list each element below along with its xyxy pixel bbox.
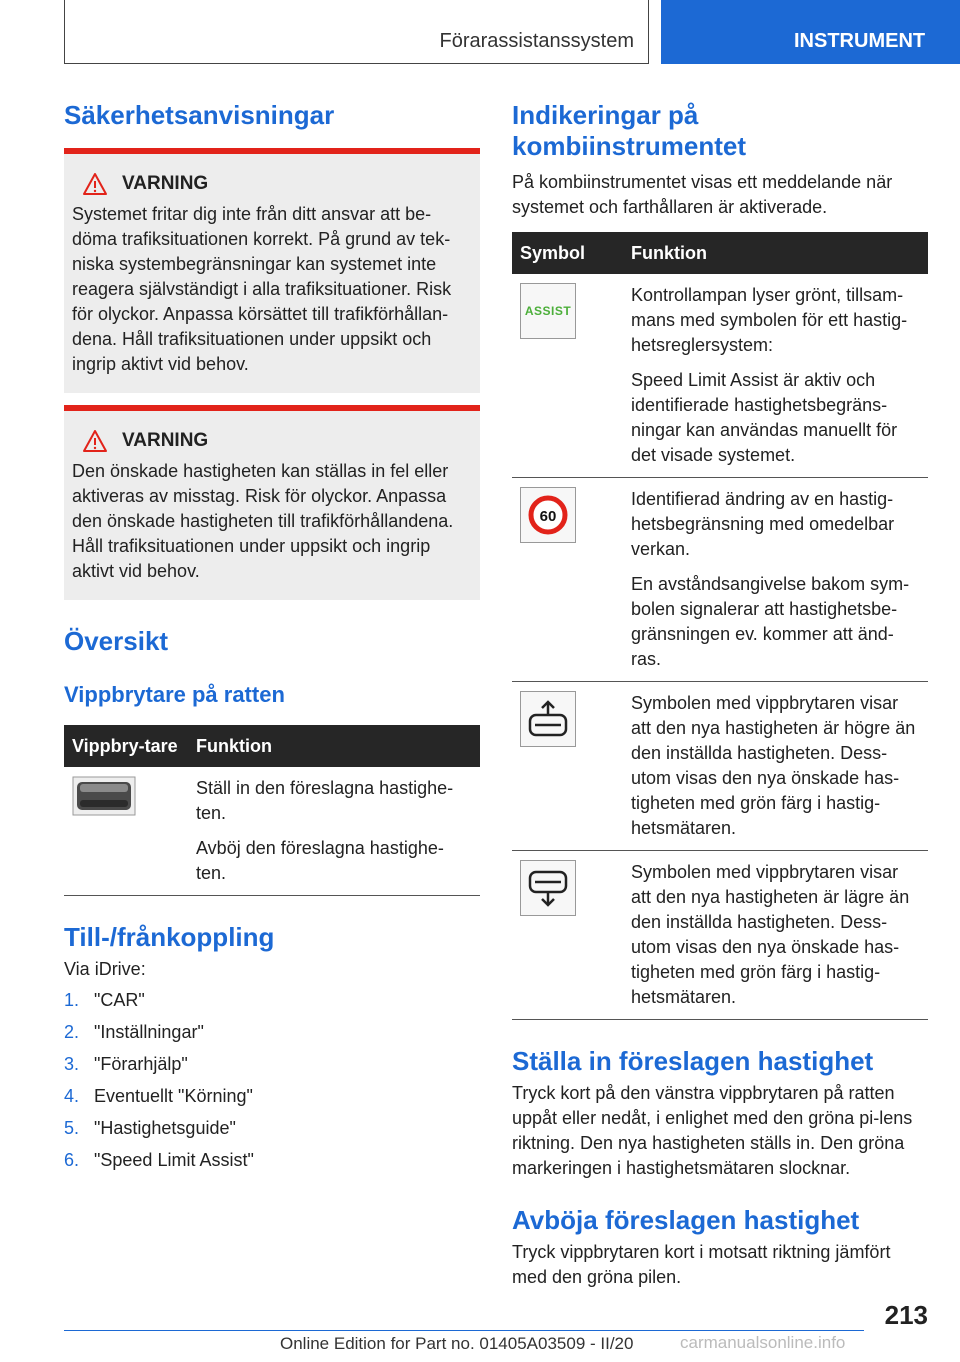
- symbol-cell: [512, 274, 623, 478]
- list-item: [64, 1148, 480, 1173]
- arrow-down-speed-icon: [520, 860, 576, 916]
- table-row: [512, 274, 928, 478]
- warning-box-2: [64, 405, 480, 600]
- step-text: Eventuellt "Körning": [94, 1086, 253, 1106]
- table-row: [512, 478, 928, 682]
- safety-heading: Säkerhetsanvisningar: [64, 100, 335, 130]
- table-row: [512, 851, 928, 1020]
- arrow-up-icon: [526, 699, 570, 739]
- warning-triangle-icon: [82, 429, 108, 453]
- indicators-table: [512, 232, 928, 1020]
- step-number: 3.: [64, 1054, 80, 1074]
- rocker-table-header-col2: Funktion: [188, 725, 480, 767]
- function-text: Kontrollampan lyser grönt, tillsam-mans med symbolen för ett hastig-hetsreglersystem:: [631, 285, 908, 355]
- indicators-intro: På kombiinstrumentet visas ett meddelande när systemet och farthållaren är aktiverade.: [512, 172, 893, 217]
- section-title: Förarassistanssystem: [439, 30, 634, 52]
- list-item: [64, 1052, 480, 1077]
- warning-box-1: [64, 148, 480, 393]
- assist-icon: [520, 283, 576, 339]
- rocker-function-text-1: Ställ in den föreslagna hastighe-ten.: [196, 778, 454, 823]
- footer-divider: [64, 1330, 864, 1331]
- list-item: [64, 1084, 480, 1109]
- overview-heading: Översikt: [64, 626, 169, 656]
- step-text: "Förarhjälp": [94, 1054, 188, 1074]
- list-item: [64, 1020, 480, 1045]
- step-number: 2.: [64, 1022, 80, 1042]
- speed-limit-sign-icon: [520, 487, 576, 543]
- warning-title-2: [82, 429, 472, 453]
- function-text: Identifierad ändring av en hastig-hetsbegränsning med omedelbar verkan.: [631, 489, 895, 559]
- function-cell: [623, 478, 928, 682]
- indicators-heading: Indikeringar på kombiinstrumentet: [512, 100, 747, 161]
- step-text: "Inställningar": [94, 1022, 204, 1042]
- indicators-header-symbol: Symbol: [512, 232, 623, 274]
- step-text: "CAR": [94, 990, 145, 1010]
- edition-text: Online Edition for Part no. 01405A03509 - II/20: [280, 1334, 634, 1353]
- rocker-table-header-col1: Vippbry-tare: [64, 725, 188, 767]
- rocker-function-text-2: Avböj den föreslagna hastighe-ten.: [196, 838, 444, 883]
- left-column: [64, 100, 480, 1180]
- arrow-up-speed-icon: [520, 691, 576, 747]
- rocker-function-cell: [188, 767, 480, 896]
- set-speed-text: Tryck kort på den vänstra vippbrytaren på ratten uppåt eller nedåt, i enlighet med den gröna pi-lens riktning. Den nya hastigheten ställs in. Den gröna markeringen i hastighetsmätaren slocknar.: [512, 1083, 913, 1178]
- function-text: Symbolen med vippbrytaren visar att den nya hastigheten är lägre än den inställda hastigheten. Dess-utom visas den nya önskade has-tigheten med grön färg i hastig-hetsmätaren.: [631, 862, 910, 1007]
- list-item: [64, 988, 480, 1013]
- symbol-cell: [512, 682, 623, 851]
- list-item: [64, 1116, 480, 1141]
- speed-limit-circle-icon: [528, 495, 568, 535]
- step-number: 6.: [64, 1150, 80, 1170]
- rocker-switch-cell: [64, 767, 188, 896]
- step-text: "Hastighetsguide": [94, 1118, 236, 1138]
- rocker-heading: Vippbrytare på ratten: [64, 682, 285, 707]
- page-number: 213: [884, 1300, 928, 1330]
- warning-title-text-1: VARNING: [122, 173, 209, 194]
- assist-icon-label: ASSIST: [524, 303, 572, 318]
- arrow-down-icon: [526, 868, 570, 908]
- function-cell: [623, 274, 928, 478]
- header-section-box: [64, 0, 649, 64]
- function-text: Symbolen med vippbrytaren visar att den nya hastigheten är högre än den inställda hastigheten. Dess-utom visas den nya önskade has-tigheten med grön färg i hastig-hetsmätaren.: [631, 693, 916, 838]
- function-text: En avståndsangivelse bakom sym-bolen signalerar att hastighetsbe-gränsningen ev. kommer att änd-ras.: [631, 574, 910, 669]
- step-text: "Speed Limit Assist": [94, 1150, 254, 1170]
- decline-speed-heading: Avböja föreslagen hastighet: [512, 1205, 860, 1235]
- table-row: [512, 682, 928, 851]
- set-speed-heading: Ställa in föreslagen hastighet: [512, 1046, 874, 1076]
- symbol-cell: [512, 851, 623, 1020]
- speed-limit-value: 60: [539, 508, 557, 525]
- idrive-steps-list: [64, 988, 480, 1173]
- decline-speed-text: Tryck vippbrytaren kort i motsatt riktning jämfört med den gröna pilen.: [512, 1242, 891, 1287]
- rocker-switch-icon: [72, 776, 136, 816]
- warning-title-text-2: VARNING: [122, 430, 209, 451]
- function-cell: [623, 851, 928, 1020]
- table-row: [64, 767, 480, 896]
- step-number: 5.: [64, 1118, 80, 1138]
- step-number: 4.: [64, 1086, 80, 1106]
- warning-title-1: [82, 172, 472, 196]
- step-number: 1.: [64, 990, 80, 1010]
- indicators-header-function: Funktion: [623, 232, 928, 274]
- via-idrive-text: Via iDrive:: [64, 959, 146, 979]
- toggle-heading: Till-/frånkoppling: [64, 922, 275, 952]
- symbol-cell: [512, 478, 623, 682]
- watermark-text: carmanualsonline.info: [680, 1333, 846, 1352]
- warning-triangle-icon: [82, 172, 108, 196]
- function-cell: [623, 682, 928, 851]
- warning-text-2: Den önskade hastigheten kan ställas in fel eller aktiveras av misstag. Risk för olyckor. Anpassa den önskade hastigheten till trafikförhållandena. Håll trafiksituationen under uppsikt och ingrip aktivt vid behov.: [72, 461, 454, 581]
- rocker-table: [64, 725, 480, 896]
- warning-text-1: Systemet fritar dig inte från ditt ansvar att be-döma trafiksituationen korrekt. På grund av tek-niska systembegränsningar kan systemet inte reagera självständigt i alla trafiksituationer. Risk för olyckor. Anpassa körsättet till trafikförhållan-dena. Håll trafiksituationen under uppsikt och ingrip aktivt vid behov.: [72, 204, 452, 374]
- chapter-tab[interactable]: INSTRUMENT: [661, 0, 960, 64]
- right-column: [512, 100, 928, 1290]
- function-text: Speed Limit Assist är aktiv och identifierade hastighetsbegräns-ningar kan användas manuellt för det visade systemet.: [631, 370, 898, 465]
